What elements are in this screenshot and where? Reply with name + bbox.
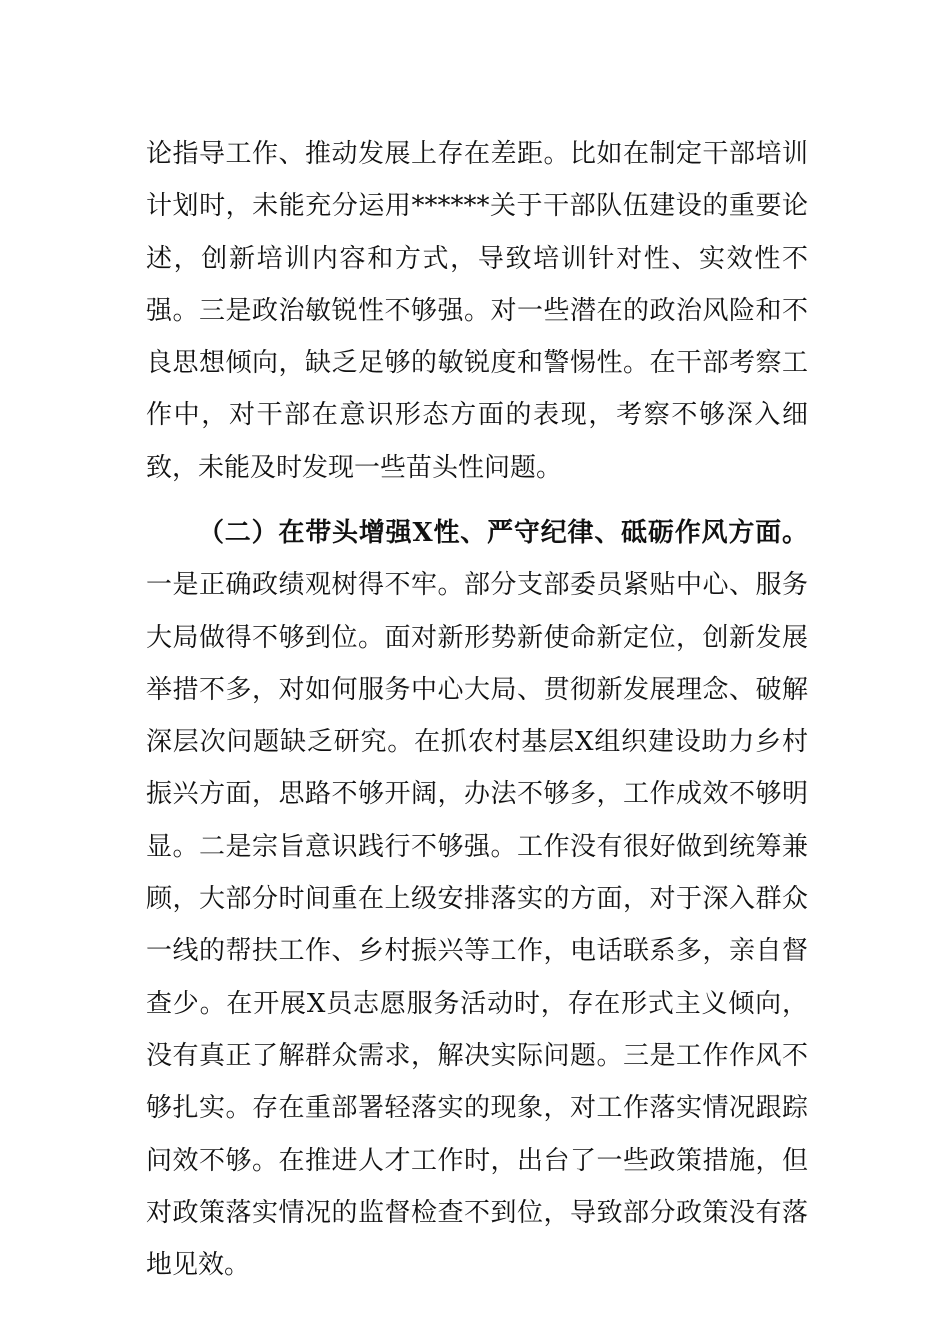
body-paragraph-continuation: 论指导工作、推动发展上存在差距。比如在制定干部培训计划时，未能充分运用******关于干部队伍建设的重要论述，创新培训内容和方式，导致培训针对性、实效性不强。三是政治敏锐性不够强。对一些潜在的政治风险和不良思想倾向，缺乏足够的敏锐度和警惕性。在干部考察工作中，对干部在意识形态方面的表现，考察不够深入细致，未能及时发现一些苗头性问题。 <box>146 139 808 483</box>
section-body-text: 一是正确政绩观树得不牢。部分支部委员紧贴中心、服务大局做得不够到位。面对新形势新使命新定位，创新发展举措不多，对如何服务中心大局、贯彻新发展理念、破解深层次问题缺乏研究。在抓农村基层X组织建设助力乡村振兴方面，思路不够开阔，办法不够多，工作成效不够明显。二是宗旨意识践行不够强。工作没有很好做到统筹兼顾，大部分时间重在上级安排落实的方面，对于深入群众一线的帮扶工作、乡村振兴等工作，电话联系多，亲自督查少。在开展X员志愿服务活动时，存在形式主义倾向，没有真正了解群众需求，解决实际问题。三是工作作风不够扎实。存在重部署轻落实的现象，对工作落实情况跟踪问效不够。在推进人才工作时，出台了一些政策措施，但对政策落实情况的监督检查不到位，导致部分政策没有落地见效。 <box>146 570 808 1281</box>
section-paragraph <box>146 507 808 1291</box>
section-heading: （二）在带头增强X性、严守纪律、砥砺作风方面。 <box>198 518 808 548</box>
